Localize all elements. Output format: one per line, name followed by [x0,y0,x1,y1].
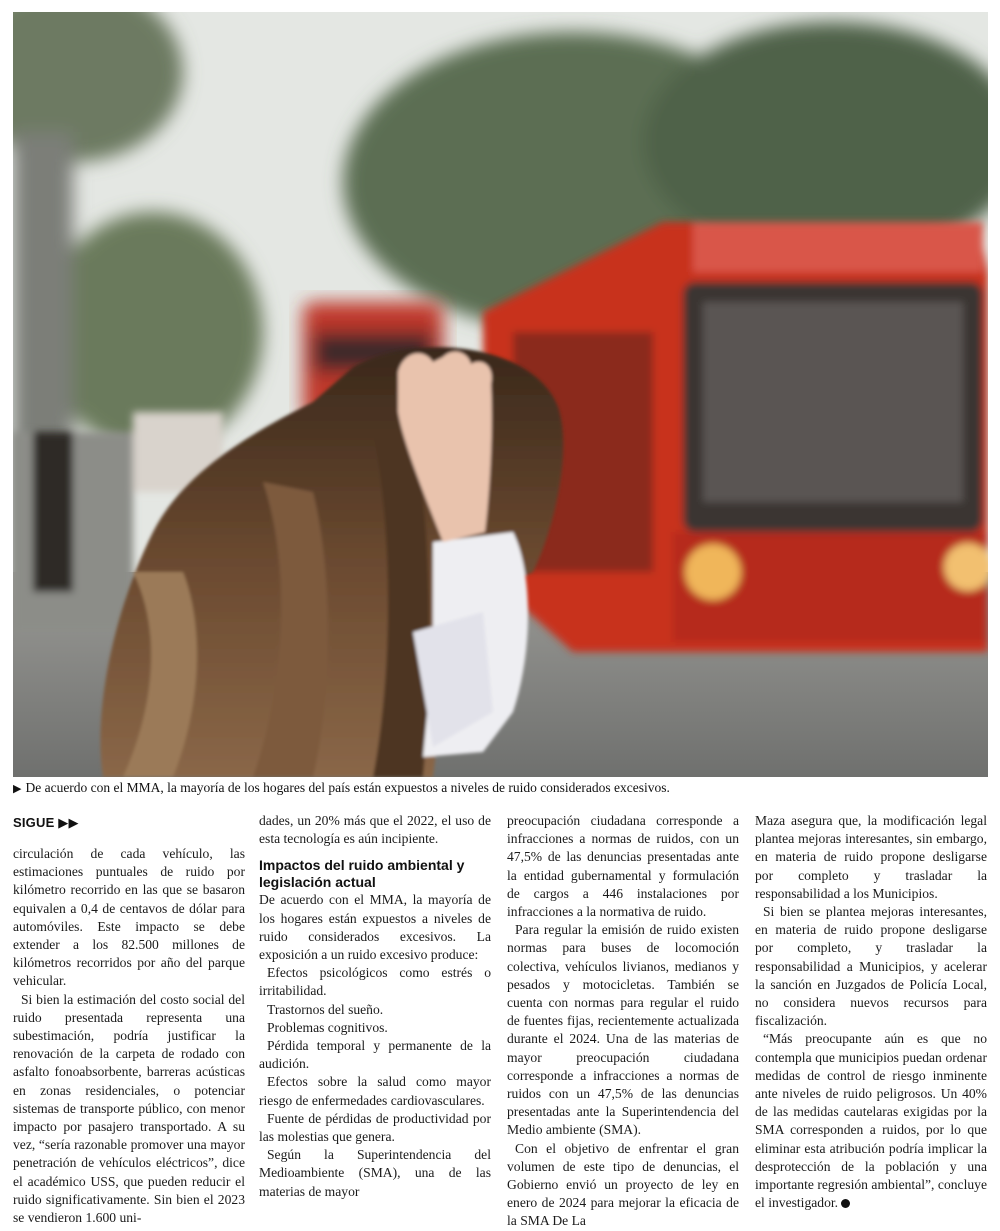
article-column-1 [13,845,245,1226]
list-item: Efectos psicológicos como estrés o irritabilidad. [259,965,491,999]
end-of-article-icon [841,1199,850,1208]
paragraph [755,1030,987,1212]
paragraph: Con el objetivo de enfrentar el gran volumen de este tipo de denuncias, el Gobierno envió un proyecto de ley en enero de 2024 para mejorar la eficacia de la SMA De La [507,1140,739,1229]
paragraph: Según la Superintendencia del Medioambiente (SMA), una de las materias de mayor [259,1147,491,1199]
article-column-3 [507,812,739,1231]
paragraph: preocupación ciudadana corresponde a infracciones a normas de ruidos, con un 47,5% de las denuncias presentadas ante la entidad gubernamental y formulación de cargos a 446 instalaciones por infracciones a la normativa de ruido. [507,813,739,920]
list-item: Fuente de pérdidas de productividad por las molestias que genera. [259,1110,491,1145]
list-item: Pérdida temporal y permanente de la audición. [259,1038,491,1072]
list-item: Trastornos del sueño. [267,1001,384,1017]
paragraph: Para regular la emisión de ruido existen normas para buses de locomoción colectiva, vehículos livianos, medianos y pesados y motocicletas. También se cuenta con normas para regular el ruido de fuentes fijas, recientemente actualizada durante el 2024. Una de las materias de mayor preocupación ciudadana corresponde a infracciones a normas de ruidos con un 47,5% de las denuncias presentadas ante la Superintendencia del Medio ambiente (SMA). [507,922,739,1138]
article-column-2 [259,812,491,1201]
paragraph: Si bien se plantea mejoras interesantes, en materia de ruido propone desligarse por completo, y trasladar la responsabilidad a Municipios, y acelerar la sanción en Juzgados de Policía Local, no considera nuevos recursos para fiscalización. [755,904,987,1029]
paragraph: circulación de cada vehículo, las estimaciones puntuales de ruido por kilómetro recorrido en las que se basaron equivalen a 0,4 de centavos de dólar para automóviles. Este impacto se debe extender a los 82.500 millones de kilómetros recorridos por año del parque vehicular. [13,846,245,989]
paragraph: De acuerdo con el MMA, la mayoría de los hogares están expuestos a niveles de ruido considerados excesivos. La exposición a un ruido excesivo produce: [259,892,491,963]
article-photo [13,12,988,777]
section-heading: Impactos del ruido ambiental y legislación actual [259,857,465,891]
list-item: Problemas cognitivos. [267,1019,388,1035]
photo-woman-covering-head-bus-icon [13,12,988,777]
paragraph: dades, un 20% más que el 2022, el uso de esta tecnología es aún incipiente. [259,813,491,847]
continued-label: SIGUE ▶▶ [13,815,79,830]
article-column-4 [755,812,987,1212]
photo-caption [13,779,988,798]
paragraph: Maza asegura que, la modificación legal plantea mejoras interesantes, sin embargo, en materia de ruido propone desligarse por completo y trasladar la responsabilidad a los Municipios. [755,813,987,901]
caption-arrow-icon: ▶ [13,782,22,795]
caption-text: De acuerdo con el MMA, la mayoría de los hogares del país están expuestos a niveles de ruido considerados excesivos. [25,780,670,795]
paragraph: Si bien la estimación del costo social del ruido presentada representa una subestimación, podría justificar la renovación de la carpeta de rodado con asfalto fonoabsorbente, barreras acústicas en zonas residenciales, o potenciar sistemas de transporte público, con menor impacto por pasajero transportado. A su vez, “sería razonable promover una mayor penetración de vehículos eléctricos”, dice el académico USS, que pueden reducir el ruido significativamente. Sin bien el 2023 se vendieron 1.600 uni- [13,991,245,1226]
quote-text: “Más preocupante aún es que no contempla que municipios puedan ordenar medidas de control de riesgo inminente ante niveles de ruido peligrosos. Un 40% de las medidas cautelaras exigidas por la SMA corresponden a ruidos, por lo que eliminar esta atribución podría implicar la desprotección de la población y una importante regresión ambiental”, concluye el investigador. [755,1031,987,1211]
list-item: Efectos sobre la salud como mayor riesgo de enfermedades cardiovasculares. [259,1074,491,1108]
